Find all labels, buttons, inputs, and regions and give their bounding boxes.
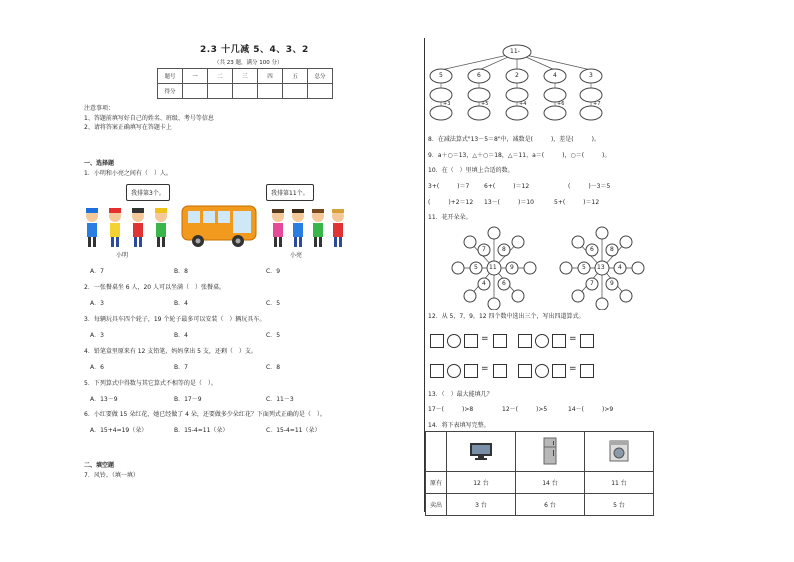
- section-title: 一、选择题: [84, 160, 115, 167]
- row-label: 原有: [426, 472, 447, 494]
- answer-box[interactable]: [464, 364, 478, 378]
- option-b[interactable]: B．4: [174, 332, 188, 339]
- table-cell: 6 台: [516, 494, 585, 516]
- answer-box[interactable]: [518, 364, 532, 378]
- fill-blank[interactable]: 5+( )＝12: [554, 199, 600, 206]
- table-cell: 12 台: [447, 472, 516, 494]
- question-text: 6．小红要做 15 朵红花，她已经做了 4 朵，还要做多少朵红花？下面列式正确的是（ ）。: [84, 411, 326, 418]
- score-input-cell[interactable]: [283, 84, 308, 99]
- answer-box[interactable]: [552, 364, 566, 378]
- speech-bubble-left: 我排第3个。: [126, 184, 170, 201]
- fill-blank[interactable]: 14－( )>9: [568, 406, 614, 413]
- question-text: 12．从 5，7，9，12 四个数中选出三个，写出四道算式。: [428, 313, 585, 320]
- question-text: 5．下列算式中得数与其它算式不相等的是（ ）。: [84, 380, 217, 387]
- answer-box[interactable]: [430, 364, 444, 378]
- fill-blank[interactable]: ( )－3＝5: [568, 183, 611, 190]
- answer-box[interactable]: [580, 334, 594, 348]
- fill-blank[interactable]: ( )+2＝12: [428, 199, 474, 206]
- equals-sign: =: [481, 334, 489, 344]
- option-b[interactable]: B．7: [174, 364, 188, 371]
- score-cell: 题号: [158, 69, 183, 84]
- chime-middle-value: 6: [477, 72, 481, 79]
- chime-op-label: +7: [593, 101, 601, 107]
- option-c[interactable]: C．8: [266, 364, 281, 371]
- answer-box[interactable]: [464, 334, 478, 348]
- question-text: 9．a＋○＝13，△＋○＝18，△＝11，a＝( )，○＝( )。: [428, 152, 611, 159]
- label-xiaoliang: 小亮: [290, 252, 303, 259]
- equals-sign: =: [481, 364, 489, 374]
- operator-circle[interactable]: [447, 334, 461, 348]
- fill-blank[interactable]: 12－( )>5: [502, 406, 548, 413]
- score-input-cell[interactable]: [233, 84, 258, 99]
- score-cell: 五: [283, 69, 308, 84]
- section-title: 二、填空题: [84, 462, 115, 469]
- question-text: 14．将下表填写完整。: [428, 422, 490, 429]
- equals-sign: =: [569, 364, 577, 374]
- option-c[interactable]: C．15-4=11（朵）: [266, 427, 321, 434]
- flower-petal: 4: [482, 280, 486, 287]
- flower-petal: 5: [474, 264, 478, 271]
- table-cell: 14 台: [516, 472, 585, 494]
- score-table: [157, 68, 333, 99]
- option-a[interactable]: A．6: [90, 364, 104, 371]
- table-corner-cell: [426, 432, 447, 472]
- option-a[interactable]: A．13－9: [90, 396, 118, 403]
- score-cell: 得分: [158, 84, 183, 99]
- flower-center: 11: [489, 264, 497, 271]
- score-input-cell[interactable]: [258, 84, 283, 99]
- option-a[interactable]: A．3: [90, 300, 104, 307]
- operator-circle[interactable]: [447, 364, 461, 378]
- question-text: 7．风铃。（填一填）: [84, 472, 139, 479]
- score-cell: 三: [233, 69, 258, 84]
- score-input-cell[interactable]: [183, 84, 208, 99]
- flower-petal: 6: [502, 280, 506, 287]
- flower-petal: 7: [590, 280, 594, 287]
- chime-op-label: +4: [519, 101, 527, 107]
- chime-middle-value: 4: [553, 72, 557, 79]
- option-a[interactable]: A．3: [90, 332, 104, 339]
- flower-petal: 7: [482, 246, 486, 253]
- question-text: 4．铅笔盒里原来有 12 支铅笔，妈妈拿出 5 支，还剩（ ）支。: [84, 348, 257, 355]
- product-cell: [447, 432, 516, 472]
- table-cell: 3 台: [447, 494, 516, 516]
- option-a[interactable]: A．15+4=19（朵）: [90, 427, 148, 434]
- answer-box[interactable]: [493, 364, 507, 378]
- option-c[interactable]: C．9: [266, 268, 281, 275]
- score-input-cell[interactable]: [308, 84, 333, 99]
- option-c[interactable]: C．5: [266, 332, 281, 339]
- option-c[interactable]: C．5: [266, 300, 281, 307]
- notes-title: 注意事项：: [84, 105, 115, 112]
- flower-petal: 9: [610, 280, 614, 287]
- chime-middle-value: 3: [589, 72, 593, 79]
- question-text: 3．每辆玩具车四个轮子，19 个轮子最多可以安装（ ）辆玩具车。: [84, 316, 266, 323]
- chime-op-label: +5: [481, 101, 489, 107]
- score-cell: 四: [258, 69, 283, 84]
- inventory-table: [425, 431, 654, 516]
- children-group-left-icon: [82, 206, 178, 252]
- question-text: 1．小明和小亮之间有（ ）人。: [84, 170, 172, 177]
- chime-middle-value: 2: [515, 72, 519, 79]
- score-cell: 总分: [308, 69, 333, 84]
- product-cell: [516, 432, 585, 472]
- flower-petal: 4: [618, 264, 622, 271]
- flower-petal: 8: [502, 246, 506, 253]
- score-cell: 一: [183, 69, 208, 84]
- flower-center: 13: [597, 264, 605, 271]
- answer-box[interactable]: [552, 334, 566, 348]
- television-icon: [468, 441, 494, 461]
- row-label: 卖出: [426, 494, 447, 516]
- question-text: 11．花开朵朵。: [428, 214, 472, 221]
- operator-circle[interactable]: [535, 334, 549, 348]
- fill-blank[interactable]: 17－( )>8: [428, 406, 474, 413]
- answer-box[interactable]: [518, 334, 532, 348]
- score-input-cell[interactable]: [208, 84, 233, 99]
- flower-petal: 9: [510, 264, 514, 271]
- question-text: 10．在（ ）里填上合适的数。: [428, 167, 514, 174]
- page-subtitle: （共 23 题，满分 100 分）: [214, 60, 283, 66]
- option-b[interactable]: B．8: [174, 268, 188, 275]
- bus-icon: [180, 202, 260, 248]
- answer-box[interactable]: [493, 334, 507, 348]
- flower-petal: 5: [582, 264, 586, 271]
- question-text: 13．（ ）最大能填几？: [428, 391, 493, 398]
- note-item: 1、答题前填写好自己的姓名、班级、考号等信息: [84, 115, 214, 122]
- question-text: 2．一张餐桌坐 6 人，20 人可以坐满（ ）张餐桌。: [84, 284, 225, 291]
- speech-bubble-right: 我排第11个。: [266, 184, 314, 201]
- operator-circle[interactable]: [535, 364, 549, 378]
- flower-petal: 8: [610, 246, 614, 253]
- chime-op-label: +6: [557, 101, 565, 107]
- note-item: 2、请将答案正确填写在答题卡上: [84, 124, 172, 131]
- option-c[interactable]: C．11－3: [266, 396, 294, 403]
- answer-box[interactable]: [430, 334, 444, 348]
- fill-blank[interactable]: 3+( )＝7: [428, 183, 470, 190]
- table-cell: 5 台: [585, 494, 654, 516]
- refrigerator-icon: [540, 437, 560, 465]
- washing-machine-icon: [608, 439, 630, 463]
- label-xiaoming: 小明: [116, 252, 129, 259]
- answer-box[interactable]: [580, 364, 594, 378]
- flower-petal: 6: [590, 246, 594, 253]
- product-cell: [585, 432, 654, 472]
- equals-sign: =: [569, 334, 577, 344]
- option-b[interactable]: B．17－9: [174, 396, 202, 403]
- page-title: 2.3 十几减 5、4、3、2: [200, 45, 309, 55]
- fill-blank[interactable]: 6+( )＝12: [484, 183, 530, 190]
- option-b[interactable]: B．4: [174, 300, 188, 307]
- fill-blank[interactable]: 13－( )＝10: [484, 199, 534, 206]
- score-cell: 二: [208, 69, 233, 84]
- question-text: 8．在减法算式"13－5＝8"中，减数是( )，差是( )。: [428, 136, 600, 143]
- children-group-right-icon: [270, 206, 354, 252]
- option-b[interactable]: B．15-4=11（朵）: [174, 427, 229, 434]
- chime-op-label: +3: [443, 101, 451, 107]
- table-cell: 11 台: [585, 472, 654, 494]
- option-a[interactable]: A．7: [90, 268, 104, 275]
- chime-top-label: 11-: [510, 48, 520, 55]
- chime-middle-value: 5: [439, 72, 443, 79]
